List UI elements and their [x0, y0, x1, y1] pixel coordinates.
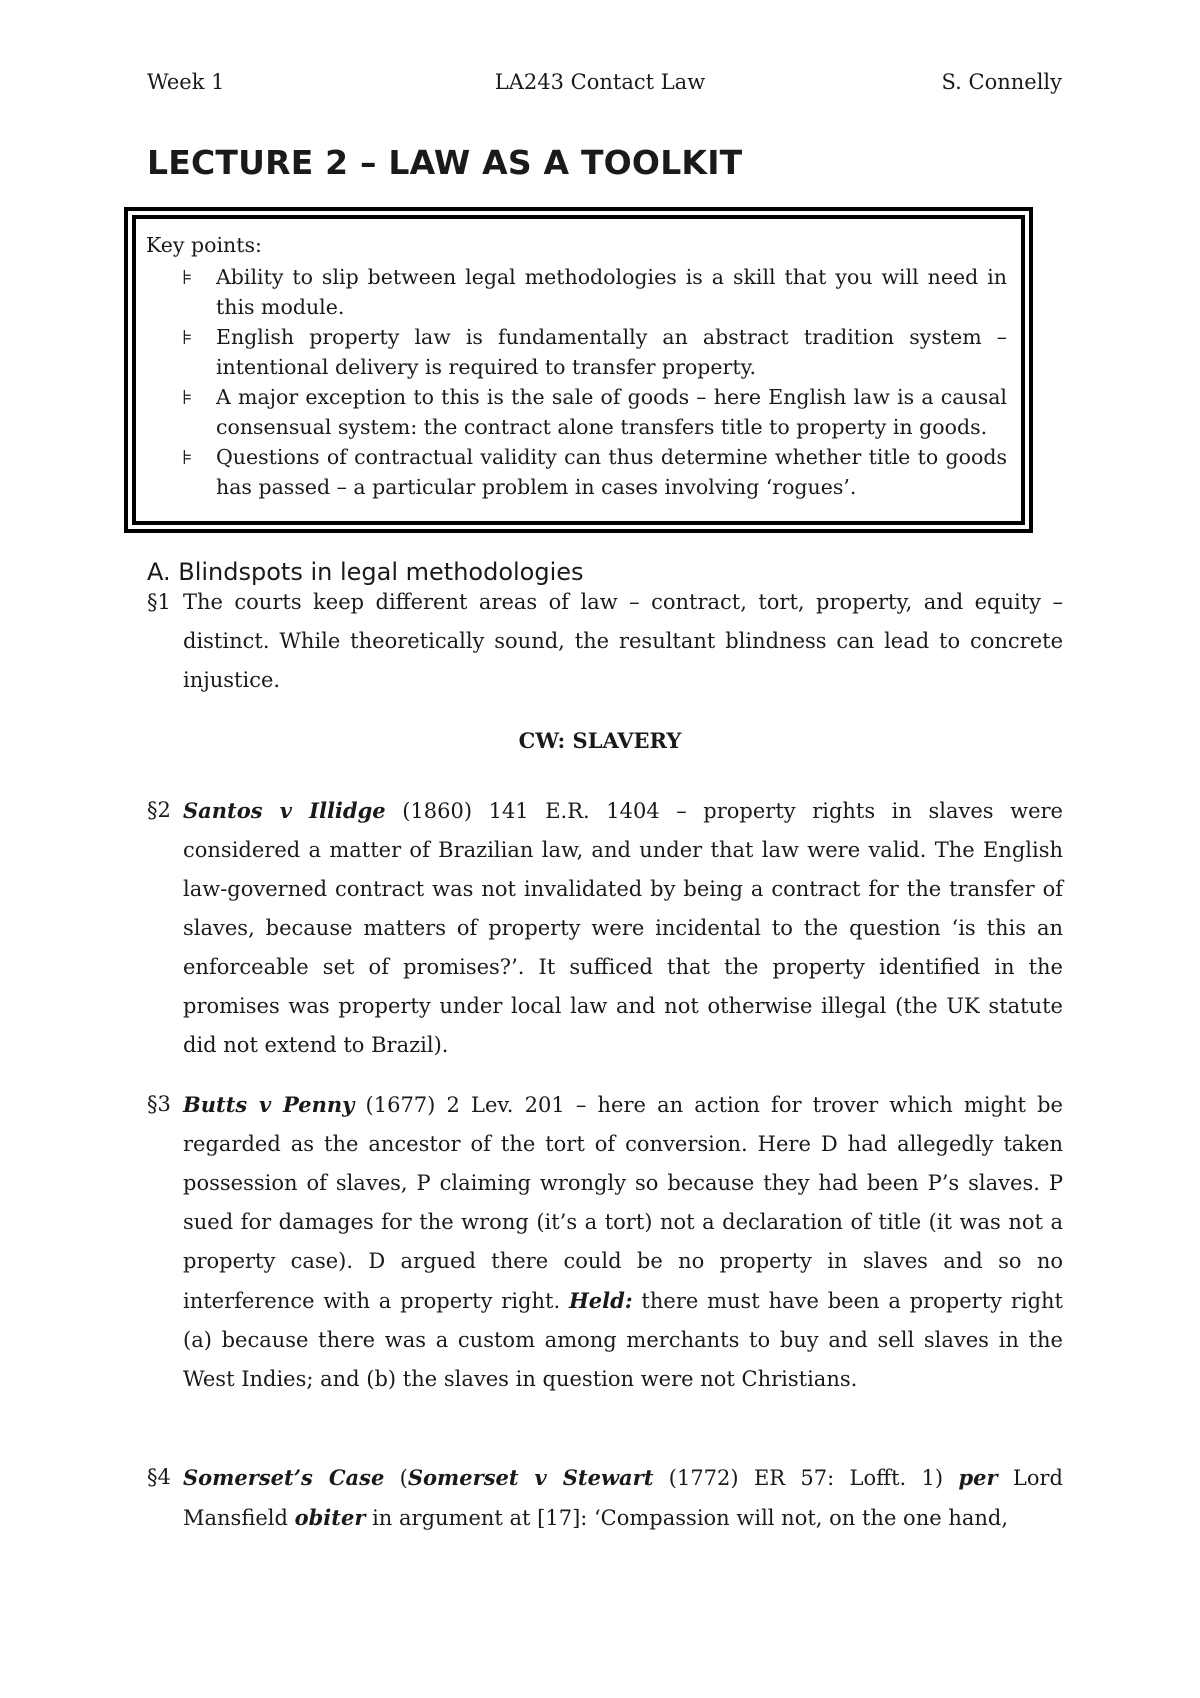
key-point-text: Questions of contractual validity can thus determine whether title to goods has passed – a particular problem in cases involving ‘rogues’.	[216, 445, 1007, 499]
paragraph-number: §2	[147, 798, 171, 822]
case-name: Butts v Penny	[183, 1092, 355, 1117]
citation: (1772) ER 57: Lofft. 1)	[668, 1466, 944, 1490]
key-point-item	[146, 322, 1007, 382]
obiter-label: obiter	[294, 1505, 366, 1530]
open-paren: (	[399, 1466, 408, 1490]
paragraph-number: §3	[147, 1092, 171, 1116]
case-name: Somerset’s Case	[183, 1465, 385, 1490]
section-a-heading: A. Blindspots in legal methodologies	[147, 558, 584, 586]
paragraph-1	[147, 583, 1063, 700]
paragraph-number: §4	[147, 1465, 171, 1489]
paragraph-body: The courts keep different areas of law – contract, tort, property, and equity – distinct. While theoretically sound, the resultant blindness can lead to concrete injustice.	[183, 590, 1063, 692]
bullet-icon: ⊧	[182, 265, 193, 289]
key-point-item	[146, 382, 1007, 442]
paragraph-text: (1677) 2 Lev. 201 – here an action for trover which might be regarded as the ancestor of the tort of conversion. Here D had allegedly taken possession of slaves, P claiming wrongly so because they had been P’s slaves. P sued for damages for the wrong (it’s a tort) not a declaration of title (it was not a property case). D argued there could be no property in slaves and so no interference with a property right.	[183, 1093, 1063, 1313]
paragraph-text: in argument at [17]: ‘Compassion will not, on the one hand,	[372, 1506, 1009, 1530]
case-name: Santos v Illidge	[183, 798, 386, 823]
paragraph-body	[147, 1085, 1063, 1399]
paragraph-2	[147, 791, 1063, 1065]
paragraph-text: (1860) 141 E.R. 1404 – property rights in slaves were considered a matter of Brazilian law, and under that law were valid. The English law-governed contract was not invalidated by being a contract for the transfer of slaves, because matters of property were incidental to the question ‘is this an enforceable set of promises?’. It sufficed that the property identified in the promises was property under local law and not otherwise illegal (the UK statute did not extend to Brazil).	[183, 799, 1063, 1057]
key-points-inner	[132, 215, 1025, 525]
header-course: LA243 Contact Law	[494, 70, 706, 94]
key-point-item	[146, 442, 1007, 502]
judge-name: Lord Mansfield	[183, 1466, 1063, 1530]
header-week: Week 1	[147, 70, 225, 94]
content-warning-heading: CW: SLAVERY	[518, 728, 682, 753]
key-point-text: A major exception to this is the sale of goods – here English law is a causal consensual system: the contract alone transfers title to property in goods.	[216, 385, 1007, 439]
bullet-icon: ⊧	[182, 385, 193, 409]
lecture-title: LECTURE 2 – LAW AS A TOOLKIT	[147, 143, 743, 182]
case-name: Somerset v Stewart	[407, 1465, 654, 1490]
held-label: Held:	[568, 1288, 633, 1313]
key-point-text: English property law is fundamentally an abstract tradition system – intentional delivery is required to transfer property.	[216, 325, 1007, 379]
paragraph-body	[147, 1458, 1063, 1538]
paragraph-body	[147, 791, 1063, 1065]
header-author: S. Connelly	[941, 70, 1062, 94]
paragraph-text: there must have been a property right (a) because there was a custom among merchants to buy and sell slaves in the West Indies; and (b) the slaves in question were not Christians.	[183, 1289, 1063, 1391]
bullet-icon: ⊧	[182, 445, 193, 469]
bullet-icon: ⊧	[182, 325, 193, 349]
key-point-text: Ability to slip between legal methodologies is a skill that you will need in this module.	[216, 265, 1007, 319]
key-point-item	[146, 262, 1007, 322]
paragraph-3	[147, 1085, 1063, 1399]
paragraph-number: §1	[147, 590, 171, 614]
paragraph-4	[147, 1458, 1063, 1538]
per-label: per	[958, 1465, 998, 1490]
key-points-box	[124, 207, 1033, 533]
key-points-label: Key points:	[146, 233, 262, 257]
